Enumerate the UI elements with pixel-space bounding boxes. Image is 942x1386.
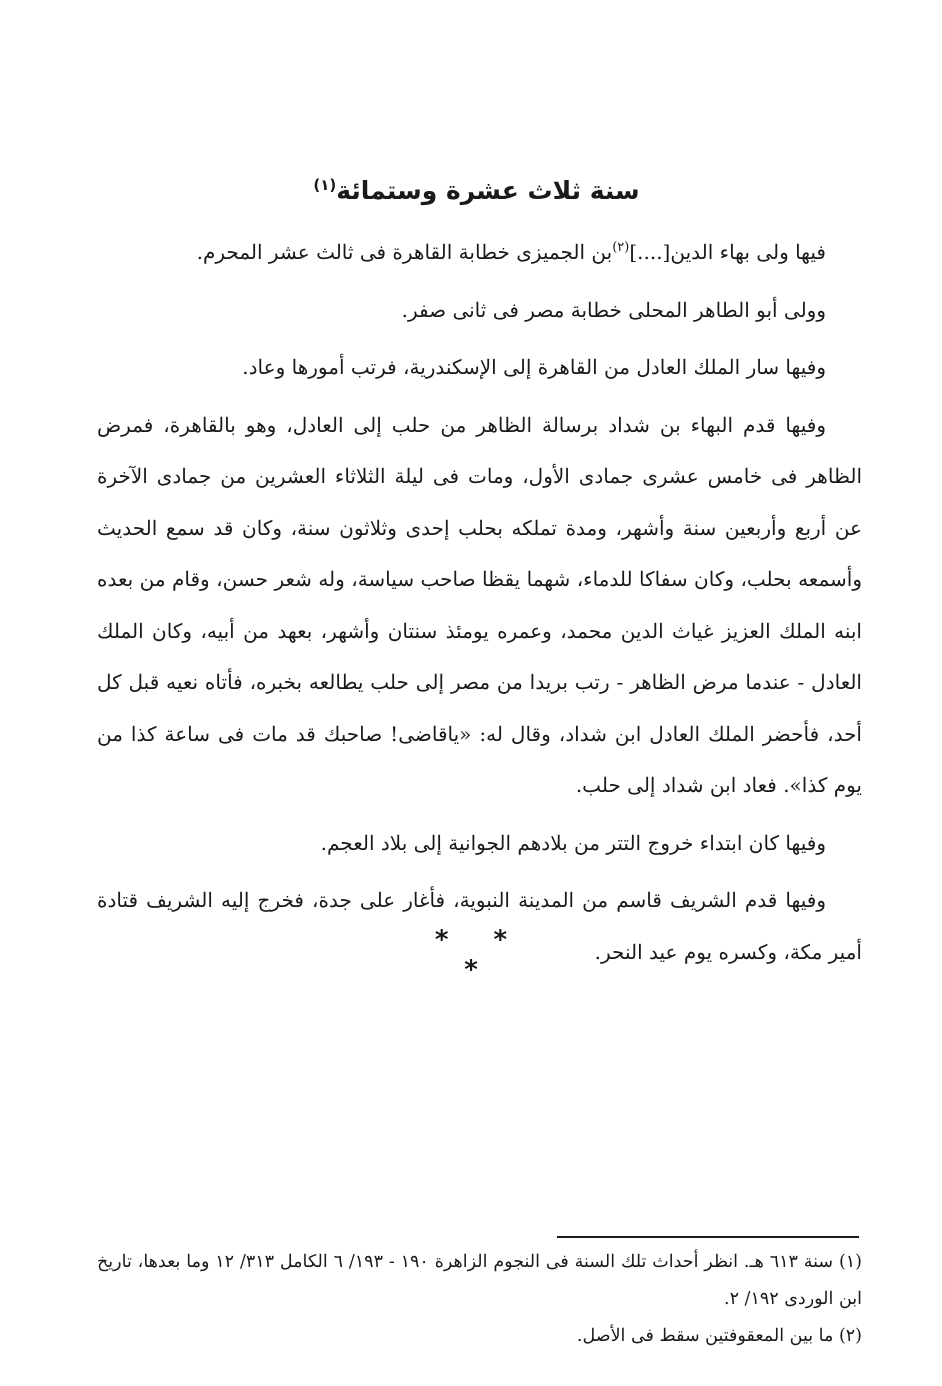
paragraph-text: بن الجميزى خطابة القاهرة فى ثالث عشر المحرم. [196,240,613,264]
heading-title: سنة ثلاث عشرة وستمائة [336,176,640,205]
footnote-ref: (٢) [612,240,630,255]
paragraph [97,222,862,279]
paragraph: وفيها سار الملك العادل من القاهرة إلى الإسكندرية، فرتب أمورها وعاد. [242,355,826,379]
heading-footnote-ref: (١) [313,176,337,194]
footnote: (١) سنة ٦١٣ هـ. انظر أحداث تلك السنة فى النجوم الزاهرة ١٩٠ - ١٩٣/ ٦ الكامل ٣١٣/ ١٢ وما بعدها، تاريخ ابن الوردى ١٩٢/ ٢. [97,1252,862,1309]
section-separator: * * * [434,925,526,985]
section-heading [95,165,858,211]
footnote: (٢) ما بين المعقوفتين سقط فى الأصل. [576,1326,862,1346]
paragraph: وولى أبو الطاهر المحلى خطابة مصر فى ثانى صفر. [401,297,826,322]
paragraph: وفيها قدم البهاء بن شداد برسالة الظاهر من حلب إلى العادل، وهو بالقاهرة، فمرض الظاهر فى خامس عشرى جمادى الأول، ومات فى ليلة الثلاثاء العشرين من جمادى الآخرة عن أربع وأربعين سنة وأشهر، ومدة تملكه بحلب إحدى وثلاثون سنة، وكان قد سمع الحديث وأسمعه بحلب، وكان سفاكا للدماء، شهما يقظا صاحب سياسة، وله شعر حسن، وقام من بعده ابنه الملك العزيز غياث الدين محمد، وعمره يومئذ سنتان وأشهر، بعهد من أبيه، وكان الملك العادل - عندما مرض الظاهر - رتب بريدا من مصر إلى حلب يطالعه بخبره، فأتاه نعيه قبل كل أحد، فأحضر الملك العادل ابن شداد، وقال له: «ياقاضى! صاحبك قد مات فى ساعة كذا من يوم كذا». فعاد ابن شداد إلى حلب. [97,412,862,797]
footnotes [97,1244,862,1355]
footnote-rule [557,1236,859,1238]
paragraph-text: فيها ولى بهاء الدين[....] [629,240,826,264]
body-text [97,222,862,984]
paragraph: وفيها كان ابتداء خروج التتر من بلادهم الجوانية إلى بلاد العجم. [320,830,826,855]
paragraph: وفيها قدم الشريف قاسم من المدينة النبوية، فأغار على جدة، فخرج إليه الشريف قتادة أمير مكة، وكسره يوم عيد النحر. [97,888,862,964]
